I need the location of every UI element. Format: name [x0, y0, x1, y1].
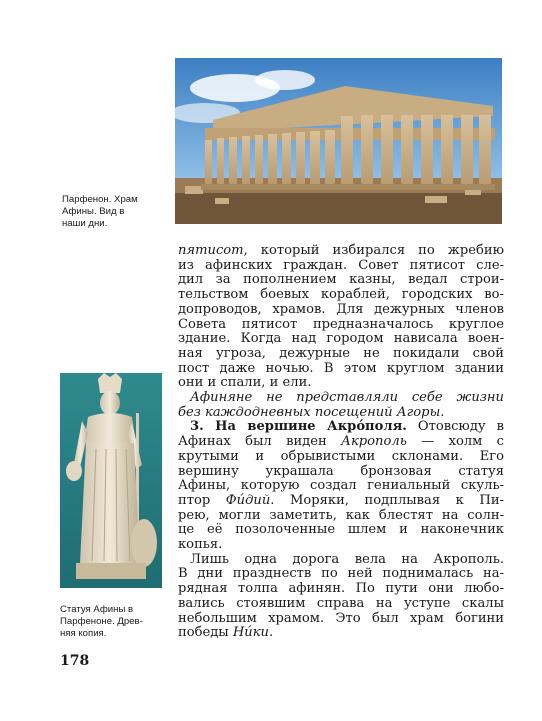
caption-line: наши дни. — [62, 218, 108, 229]
term-acropolis: Акрополь — [341, 434, 407, 450]
text-line: птор Фúдий. Моряки, подплывая к Пи- — [178, 492, 504, 508]
highlight-line: Афиняне не представляли себе жизни — [190, 390, 504, 406]
highlight-line: без каждодневных посещений Агоры. — [178, 404, 445, 420]
caption-line: няя копия. — [60, 628, 107, 639]
athena-caption — [60, 604, 168, 640]
text-line: рядная толпа афинян. По пути они любо- — [178, 581, 504, 597]
caption-line: Парфеноне. Древ- — [60, 616, 143, 627]
text-line: победы Нúки. — [178, 625, 274, 641]
text-line: В дни празднеств по ней поднималась на- — [178, 566, 504, 582]
text-line: они и спали, и ели. — [178, 375, 312, 391]
text-line: це её позолоченные шлем и наконечник — [178, 522, 504, 538]
section-heading: 3. На вершине Акрóполя. — [190, 419, 407, 435]
parthenon-caption — [62, 194, 170, 230]
caption-line: Афины. Вид в — [62, 206, 125, 217]
caption-line: Статуя Афины в — [60, 604, 134, 615]
text-line: Афины, которую создал гениальный скуль- — [178, 478, 504, 494]
text-line: рею, могли заметить, как блестят на солн- — [178, 507, 504, 523]
text-line: пятисот, который избирался по жребию — [178, 243, 504, 258]
text-line: здание. Когда над городом нависала воен- — [178, 331, 504, 347]
term-pyatisot: пятисот — [178, 243, 244, 258]
text-line: дил за пополнением казны, ведал строи- — [178, 272, 504, 288]
athena-statue-photo — [60, 373, 162, 588]
text-line: Совета пятисот предназначалось круглое — [178, 316, 504, 332]
text-line: Афинах был виден Акрополь — холм с — [178, 434, 505, 450]
term-nike: Нúки — [232, 625, 269, 641]
text-line: ная угроза, дежурные не покидали свой — [178, 345, 504, 361]
text-line: допроводов, храмов. Для дежурных членов — [178, 301, 504, 317]
text-line: пост даже ночью. В этом круглом здании — [178, 360, 504, 376]
caption-line: Парфенон. Храм — [62, 194, 138, 205]
text-line: вались стоявшим справа на уступе скалы — [178, 595, 504, 611]
text-line: небольшим храмом. Это был храм богини — [178, 610, 504, 626]
parthenon-photo — [175, 58, 502, 224]
page-number: 178 — [60, 653, 90, 669]
text-line: крутыми и обрывистыми склонами. Его — [178, 448, 504, 464]
text-line: копья. — [178, 537, 223, 553]
text-line: 3. На вершине Акрóполя. Отовсюду в — [190, 419, 504, 435]
term-phidias: Фúдий — [225, 492, 271, 508]
text-line: из афинских граждан. Совет пятисот сле- — [178, 257, 504, 273]
text-line: тельством боевых кораблей, городских во- — [178, 287, 504, 303]
body-text — [178, 244, 504, 641]
text-line: Лишь одна дорога вела на Акрополь. — [190, 551, 504, 567]
text-line: вершину украшала бронзовая статуя — [178, 463, 504, 479]
